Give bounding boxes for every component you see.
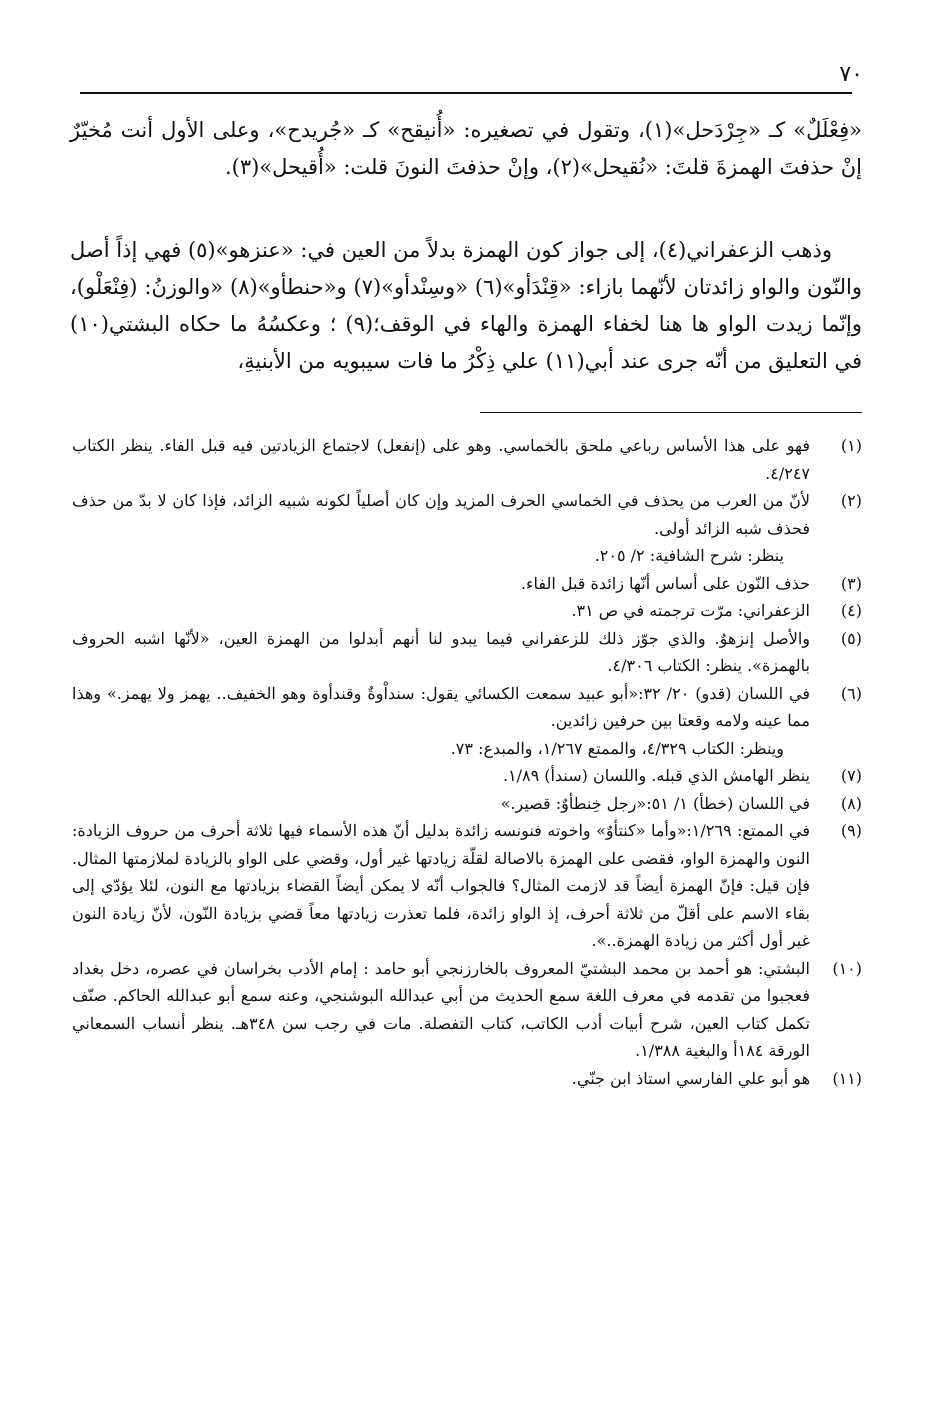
footnote-text: والأصل إنزهوٌ. والذي جوّز ذلك للزعفراني فيما يبدو لنا أنهم أبدلوا من الهمزة العين، «لأنّها اشبه الحروف بالهمزة». ينظر: الكتاب ٤/٣٠٦. — [72, 628, 810, 675]
footnote-number: (٦) — [840, 683, 862, 703]
footnote-6 — [72, 680, 862, 763]
footnote-11 — [72, 1065, 862, 1093]
footnote-5 — [72, 625, 862, 680]
footnote-number: (٧) — [840, 766, 862, 785]
footnote-body — [72, 680, 810, 763]
footnote-number: (٩) — [840, 821, 862, 840]
footnote-number: (٥) — [840, 628, 862, 648]
main-text — [70, 112, 862, 380]
paragraph-1: «فِعْلَلٌ» كـ «جِرْدَحل»(١)، وتقول في تصغيره: «أُنيقح» كـ «جُريدح»، وعلى الأول أنت مُخيّرٌ إنْ حذفتَ الهمزةَ قلتَ: «نُقيحل»(٢)، وإنْ حذفتَ النونَ قلت: «أُقيحل»(٣). — [70, 118, 862, 179]
footnote-text: في اللسان (خطأ) ١/ ٥١:«رجل خِنطأوٌ: قصير.» — [500, 793, 810, 813]
footnote-text: ينظر الهامش الذي قبله. واللسان (سندأ) ١/٨٩. — [502, 766, 810, 785]
footnote-9 — [72, 817, 862, 955]
footnote-2 — [72, 487, 862, 570]
footnote-3 — [72, 570, 862, 598]
footnote-number: (١١) — [832, 1068, 862, 1088]
footnote-text: فهو على هذا الأساس رباعي ملحق بالخماسي. وهو على (إنفعل) لاجتماع الزيادتين فيه قبل الفاء. ينظر الكتاب ٤/٢٤٧. — [72, 436, 810, 483]
footnote-number: (٣) — [840, 573, 862, 593]
footnote-number: (١٠) — [832, 958, 862, 978]
footnote-text: الزعفراني: مرّت ترجمته في ص ٣١. — [571, 601, 810, 620]
footnote-7 — [72, 762, 862, 790]
footnote-text: حذف النّون على أساس أنّها زائدة قبل الفاء. — [520, 573, 810, 593]
footnote-text: لأنّ من العرب من يحذف في الخماسي الحرف المزيد وإن كان أصلياً لكونه شبيه الزائد، فإذا كان لا بدّ من حذف فحذف شبه الزائد أولى. — [72, 491, 810, 538]
footnote-text: في الممتع: ١/٢٦٩:«وأما «كنتأوٌ» واخوته فنونسه زائدة بدليل أنّ هذه الأسماء فيها ثلاثة أحرف من حروف الزيادة: النون والهمزة الواو، فقضى على الهمزة بالاصالة لقلّة زيادتها غير أول، وقضي على الواو بالزيادة لملازمتها المثال. فإن قيل: فإنّ الهمزة أيضاً قد لازمت المثال؟ فالجواب أنّه لا يمكن أيضاً القضاء بزيادتها مع النون، لئلا يؤدّي إلى بقاء الاسم على أقلّ من ثلاثة أحرف، إذ الواو زائدة، فلما تعذرت زيادتها معاً قضي بزيادة النّون، لأنّ زيادة النون غير أول أكثر من زيادة الهمزة..». — [72, 821, 810, 950]
footnote-8 — [72, 790, 862, 818]
footnote-1 — [72, 432, 862, 487]
footnote-text: البشتي: هو أحمد بن محمد البشتيّ المعروف بالخارزنجي أبو حامد : إمام الأدب بخراسان في عصره، دخل بغداد فعجبوا من تقدمه في معرف اللغة سمع الحديث من أبي عبدالله البوشنجي، وعنه سمع أبو عبدالله الحاكم. صنّف تكمل كتاب العين، شرح أبيات أدب الكاتب، كتاب التفصلة. مات في رجب سن ٣٤٨هـ. ينظر أنساب السمعاني الورقة ١٨٤أ والبغية ١/٣٨٨. — [72, 958, 811, 1060]
footnote-number: (٢) — [840, 491, 862, 510]
footnote-10 — [72, 955, 862, 1065]
footnote-separator — [480, 412, 862, 413]
header-rule — [80, 92, 852, 94]
footnote-text: في اللسان (قدو) ٢٠/ ٣٢:«أبو عبيد سمعت الكسائي يقول: سنداْوةٌ وقندأوة وهو الخفيف.. يهمز ولا يهمز.» وهذا مما عينه ولامه وقعتا بين حرفين زائدين. — [72, 683, 811, 730]
footnotes-section — [72, 432, 862, 1092]
footnote-reference: ينظر: شرح الشافية: ٢/ ٢٠٥. — [594, 546, 784, 565]
footnote-number: (١) — [840, 436, 862, 455]
footnote-reference: وينظر: الكتاب ٤/٣٢٩، والممتع ١/٢٦٧، والمبدع: ٧٣. — [450, 738, 784, 758]
page-number: ٧٠ — [839, 62, 863, 87]
footnote-number: (٤) — [840, 601, 862, 620]
footnote-body — [72, 487, 810, 570]
paragraph-2: وذهب الزعفراني(٤)، إلى جواز كون الهمزة بدلاً من العين في: «عنزهو»(٥) فهي إذاً أصل والنّون والواو زائدتان لأنّهما بازاء: «قِنْدَأو»(٦) «وسِنْدأو»(٧) و«حنطأو»(٨) «والوزنُ: (فِنْعَلْو)، وإنّما زيدت الواو ها هنا لخفاء الهمزة والهاء في الوقف؛(٩) ؛ وعكسُهُ ما حكاه البشتي(١٠) في التعليق من أنّه جرى عند أبي(١١) علي ذِكْرُ ما فات سيبويه من الأبنيةِ، — [70, 238, 862, 373]
footnote-text: هو أبو علي الفارسي استاذ ابن جنّي. — [571, 1068, 810, 1088]
footnote-number: (٨) — [840, 793, 862, 813]
footnote-4 — [72, 597, 862, 625]
